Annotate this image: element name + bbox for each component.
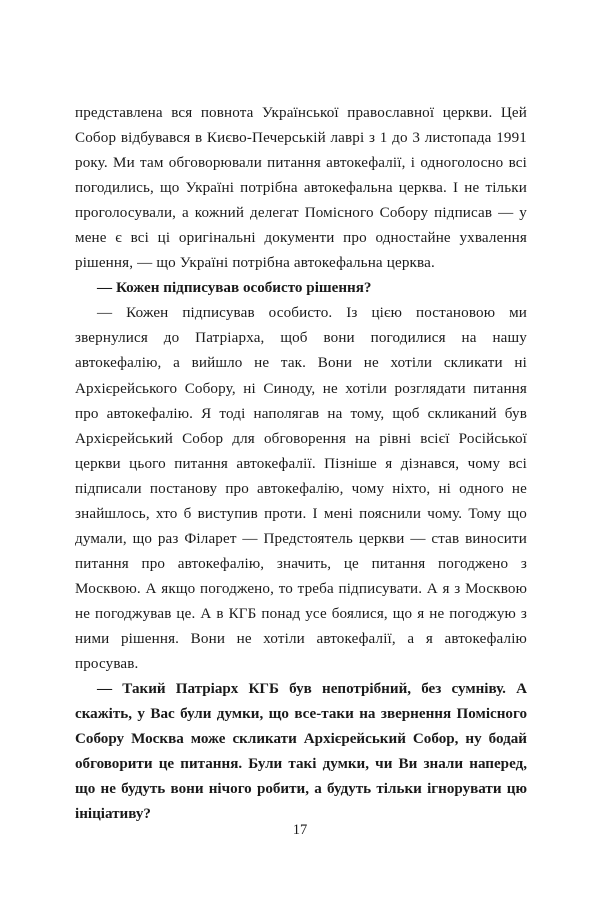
page-text-block [75,101,527,827]
paragraph-continuation: представлена вся повнота Української православної церкви. Цей Собор відбувався в Києво-Печерській лаврі з 1 до 3 листопада 1991 року. Ми там обговорювали питання автокефалії, і одноголосно всі погодились, що Україні потрібна автокефальна церква. І не тільки проголосували, а кожний делегат Помісного Собору підписав — у мене є всі ці оригінальні документи про одностайне ухвалення рішення, — що Україні потрібна автокефальна церква. [75,105,527,272]
page-number: 17 [292,822,308,838]
paragraph-question-2: — Такий Патріарх КГБ був непотрібний, без сумніву. А скажіть, у Вас були думки, що все-таки на звернення Помісного Собору Москва може скликати Архієрейський Собор, ну бодай обговорити це питання. Були такі думки, чи Ви знали наперед, що не будуть вони нічого робити, а будуть тільки ігнорувати цю ініціативу? [75,681,527,823]
paragraph-question-1: — Кожен підписував особисто рішення? [97,280,372,297]
paragraph-answer-1: — Кожен підписував особисто. Із цією постановою ми звернулися до Патріарха, щоб вони погодилися на нашу автокефалію, а вийшло не так. Вони не хотіли скликати ні Архієрейського Собору, ні Синоду, не хотіли розглядати питання про автокефалію. Я тоді наполягав на тому, щоб скликаний був Архієрейський Собор для обговорення на рівні всієї Російської церкви цього питання автокефалії. Пізніше я дізнався, чому всі підписали постанову про автокефалію, чому ніхто, ні одного не знайшлось, хто б виступив проти. І мені пояснили чому. Тому що думали, що раз Філарет — Предстоятель церкви — став виносити питання про автокефалію, значить, це питання погоджено з Москвою. А якщо погоджено, то треба підписувати. А я з Москвою не погоджував це. А в КГБ понад усе боялися, що я не погоджую з ними рішення. Вони не хотіли автокефалії, а я автокефалію просував. [75,305,527,673]
